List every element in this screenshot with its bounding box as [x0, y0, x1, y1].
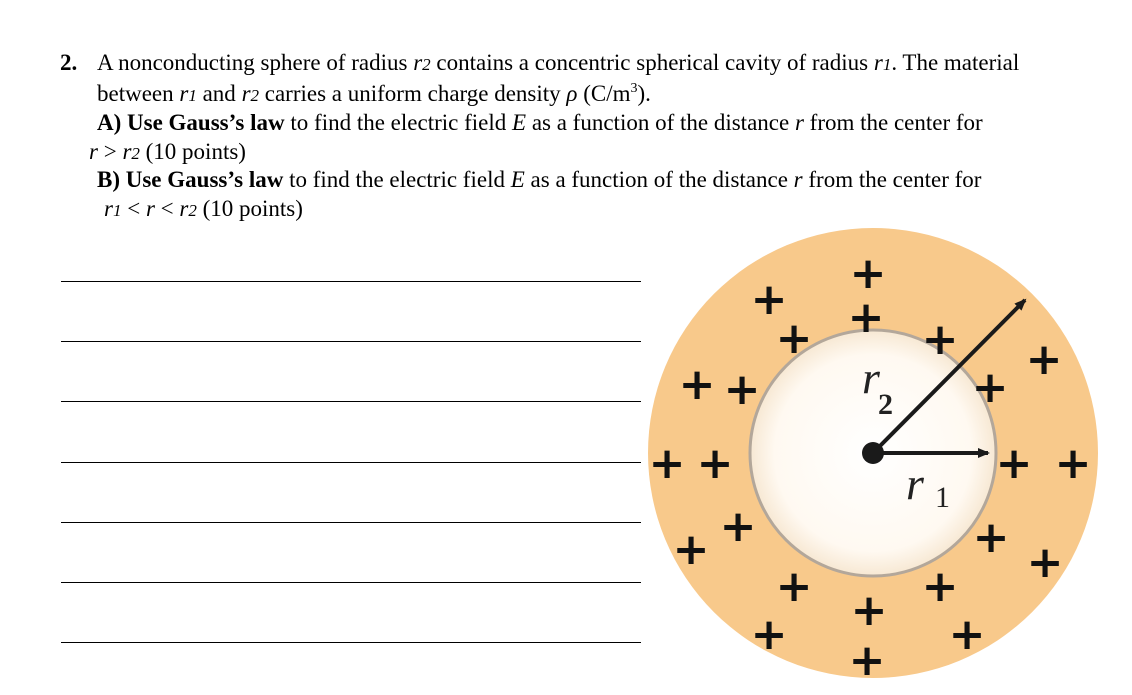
inner-radius-subscript: 1 [935, 481, 950, 514]
plus-charge-icon: + [750, 274, 788, 325]
plus-charge-icon: + [1026, 537, 1064, 588]
plus-charge-icon: + [971, 362, 1009, 413]
plus-charge-icon: + [995, 438, 1033, 489]
part-b-label: B) Use Gauss’s law [97, 167, 284, 192]
inner-radius-label: r [906, 458, 924, 509]
plus-charge-icon: + [696, 438, 734, 489]
plus-charge-icon: + [775, 313, 813, 364]
outer-radius-subscript: 2 [878, 388, 893, 421]
center-point [862, 442, 884, 464]
plus-charge-icon: + [750, 609, 788, 660]
plus-charge-icon: + [847, 292, 885, 343]
question-number: 2. [60, 50, 78, 75]
plus-charge-icon: + [672, 524, 710, 575]
outer-radius-label: r [862, 352, 880, 403]
plus-charge-icon: + [921, 314, 959, 365]
question-line-2: between r1 and r2 carries a uniform charge density ρ $(C/m^3)$. [97, 81, 651, 106]
part-b-prompt: B) Use Gauss’s law to find the electric field E as a function of the distance r from the center for [97, 167, 982, 192]
plus-charge-icon: + [723, 364, 761, 415]
part-a-condition: r > r2 (10 points) [89, 139, 246, 164]
part-a-label: A) Use Gauss’s law [97, 110, 285, 135]
plus-charge-icon: + [848, 635, 886, 686]
plus-charge-icon: + [775, 561, 813, 612]
part-b-condition: r1 < r < r2 (10 points) [104, 196, 303, 221]
part-a-prompt: A) Use Gauss’s law to find the electric field E as a function of the distance r from the center for [97, 110, 983, 135]
plus-charge-icon: + [849, 248, 887, 299]
plus-charge-icon: + [921, 561, 959, 612]
plus-charge-icon: + [972, 512, 1010, 563]
plus-charge-icon: + [719, 501, 757, 552]
plus-charge-icon: + [1025, 334, 1063, 385]
plus-charge-icon: + [1054, 438, 1092, 489]
plus-charge-icon: + [648, 438, 686, 489]
plus-charge-icon: + [948, 609, 986, 660]
question-line-1: A nonconducting sphere of radius r2 contains a concentric spherical cavity of radius r1. The material [97, 50, 1020, 75]
plus-charge-icon: + [678, 359, 716, 410]
plus-charge-icon: + [850, 585, 888, 636]
